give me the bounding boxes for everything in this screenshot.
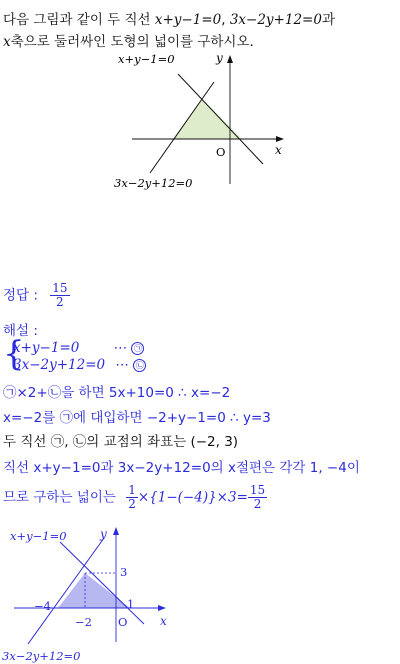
step-5-fraction-result	[248, 484, 267, 511]
figure-1-axis-x-label: x	[275, 143, 282, 157]
answer-label: 정답 :	[3, 287, 38, 304]
figure-2-graph	[0, 518, 180, 664]
system-eq-2-text: 3x−2y+12=0	[13, 357, 106, 373]
step-5-prefix: 므로 구하는 넓이는	[3, 489, 116, 506]
system-eq-1-dots: ⋯	[113, 340, 128, 356]
figure-1-label-top: x+y−1=0	[118, 52, 175, 66]
problem-equation-b: 3x−2y+12=0	[229, 12, 322, 28]
figure-2-tick-x-minus-2: −2	[75, 615, 92, 629]
figure-2-axis-x-label: x	[160, 614, 167, 628]
figure-2-tick-y-3: 3	[120, 565, 128, 579]
answer-numerator: 15	[52, 281, 68, 295]
solution-step-4: 직선 x+y−1=0과 3x−2y+12=0의 x절편은 각각 1, −4이	[3, 460, 360, 476]
figure-1-origin: O	[216, 145, 226, 159]
figure-1-graph	[110, 46, 295, 196]
problem-line-1	[3, 8, 335, 28]
figure-2-x-arrow	[158, 605, 166, 611]
step-5-half-den: 2	[128, 497, 136, 512]
figure-1-y-arrow	[227, 55, 233, 63]
problem-text-suffix: 과	[321, 12, 335, 28]
problem-axis-var: x	[3, 34, 11, 50]
circled-label-1: ㉠	[131, 342, 144, 355]
problem-question: 축으로 둘러싸인 도형의 넓이를 구하시오.	[10, 34, 254, 50]
system-eq-2	[13, 357, 146, 373]
figure-1-axis-y-label: y	[216, 51, 223, 65]
figure-2-label-bottom: 3x−2y+12=0	[2, 649, 81, 663]
figure-1-x-arrow	[276, 136, 284, 142]
solution-step-5	[3, 484, 267, 511]
system-brace: {	[3, 334, 25, 374]
figure-2-tick-x-minus-4: −4	[34, 599, 51, 613]
figure-1-label-bottom: 3x−2y+12=0	[114, 176, 193, 190]
solution-label: 해설 :	[3, 323, 38, 339]
answer-fraction	[50, 282, 69, 309]
solution-step-2: x=−2를 ㉠에 대입하면 −2+y−1=0 ∴ y=3	[3, 410, 271, 426]
figure-2-axis-y-label: y	[100, 527, 107, 541]
system-eq-2-dots: ⋯	[115, 357, 129, 373]
step-5-expression: ×{1−(−4)}×3=	[137, 489, 248, 506]
system-eq-1-text: x+y−1=0	[13, 340, 80, 356]
figure-2-label-top: x+y−1=0	[10, 529, 67, 543]
problem-equation-a: x+y−1=0	[154, 12, 222, 28]
answer-line	[3, 282, 70, 309]
figure-2-tick-x-1: 1	[127, 597, 135, 611]
step-5-fraction-half	[126, 484, 138, 511]
figure-2-origin: O	[118, 615, 128, 629]
system-eq-1	[13, 340, 144, 356]
step-5-half-num: 1	[128, 483, 136, 497]
solution-step-3: 두 직선 ㉠, ㉡의 교점의 좌표는 (−2, 3)	[3, 434, 239, 450]
figure-2-y-arrow	[113, 527, 119, 535]
step-5-result-den: 2	[253, 497, 262, 512]
circled-label-2: ㉡	[133, 359, 146, 372]
problem-text: 다음 그림과 같이 두 직선	[3, 12, 155, 28]
answer-denominator: 2	[56, 295, 64, 310]
step-5-result-num: 15	[249, 483, 266, 497]
problem-separator: ,	[221, 12, 230, 28]
figure-2-line-a	[60, 542, 144, 624]
solution-step-1: ㉠×2+㉡을 하면 5x+10=0 ∴ x=−2	[3, 385, 231, 401]
